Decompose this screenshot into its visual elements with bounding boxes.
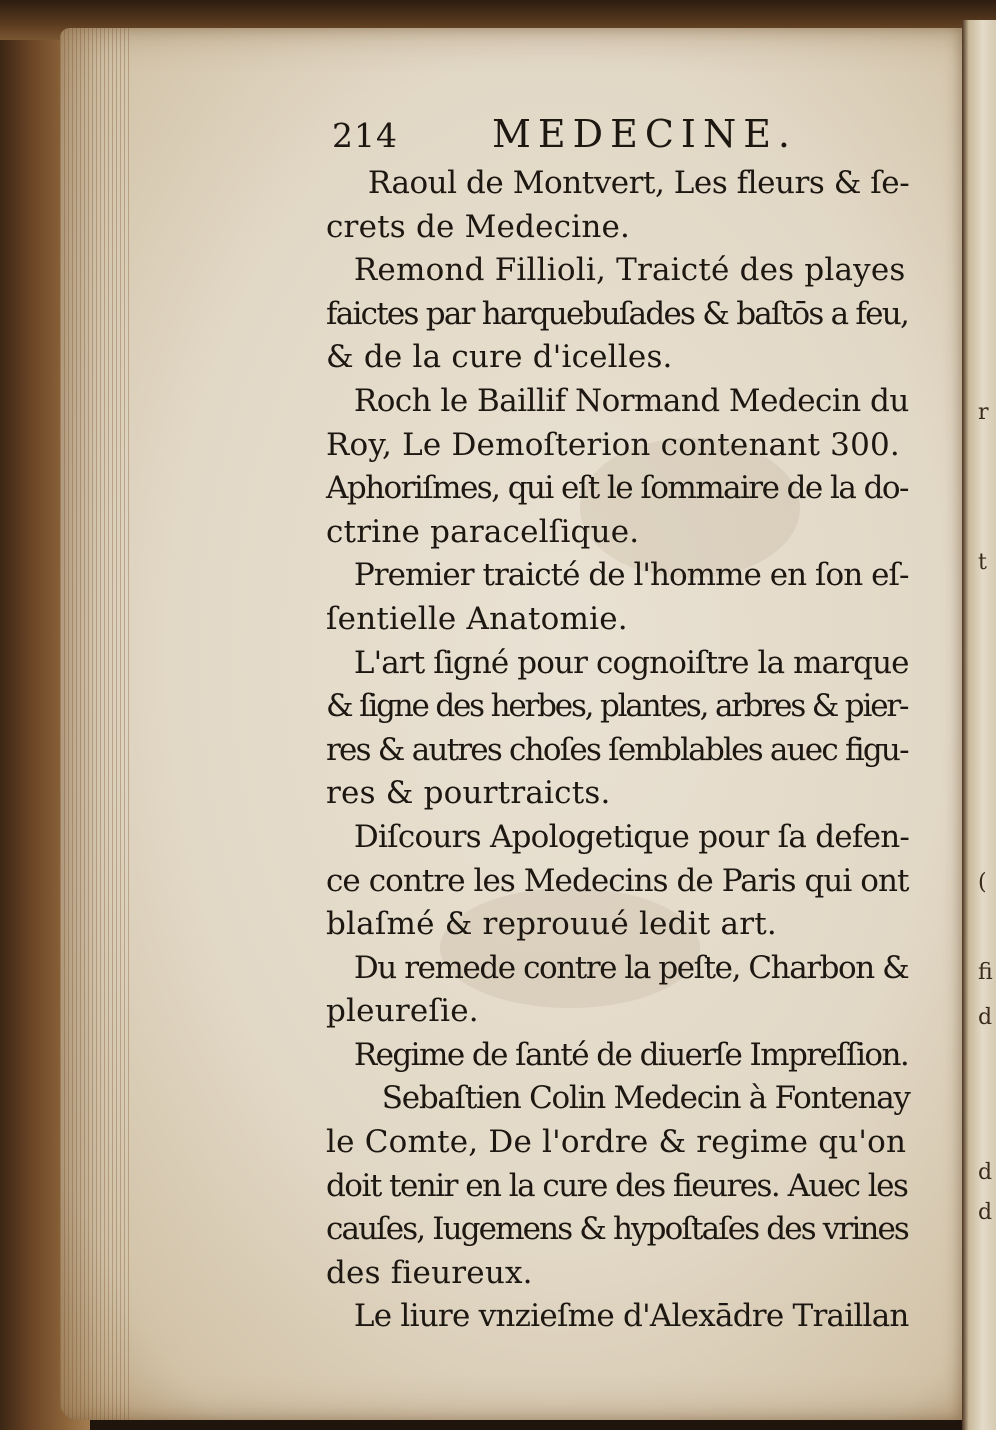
text-line: ſentielle Anatomie. (326, 600, 628, 637)
text-line: ce contre les Medecins de Paris qui ont (326, 862, 909, 899)
facing-page-fragment: d (978, 1005, 993, 1030)
text-line: crets de Medecine. (326, 208, 631, 245)
text-line: Regime de ſanté de diuerſe Impreſſion. (353, 1036, 909, 1073)
text-line: Aphoriſmes, qui eſt le ſommaire de la do- (326, 470, 908, 507)
text-line: Raoul de Montvert, Les fleurs & ſe- (367, 165, 910, 201)
text-line: & ſigne des herbes, plantes, arbres & pier- (326, 688, 908, 725)
page-stack-edges (60, 28, 130, 1420)
page-text-block (326, 108, 916, 1339)
facing-page-fragment: ( (978, 870, 987, 895)
text-line: doit tenir en la cure des fieures. Auec les (326, 1167, 908, 1204)
text-line: cauſes, Iugemens & hypoſtaſes des vrines (326, 1211, 908, 1248)
page-number: 214 (332, 116, 398, 155)
text-line: L'art ſigné pour cognoiſtre la marque (353, 644, 909, 681)
text-line: Le liure vnzieſme d'Alexādre Traillan (353, 1298, 909, 1335)
running-title: MEDECINE. (492, 112, 798, 156)
text-line: Remond Fillioli, Traicté des playes (353, 252, 906, 289)
facing-page-fragment: r (978, 400, 989, 425)
text-line: res & autres choſes ſemblables auec figu- (326, 731, 908, 768)
text-line: Sebaſtien Colin Medecin à Fontenay (381, 1080, 910, 1117)
facing-page-fragment: d (978, 1200, 993, 1225)
text-line: ctrine paracelſique. (326, 513, 640, 550)
text-line: Roch le Baillif Normand Medecin du (353, 382, 909, 419)
text-line: Premier traicté de l'homme en ſon eſ- (353, 557, 909, 594)
text-line: res & pourtraicts. (326, 775, 611, 812)
page-header (326, 108, 916, 156)
text-line: Du remede contre la peſte, Charbon & (353, 949, 909, 986)
facing-page-edge (962, 20, 996, 1430)
text-line: faictes par harquebuſades & baſtōs a feu, (326, 295, 909, 332)
text-line: blaſmé & reprouué ledit art. (326, 906, 777, 943)
text-line: pleureſie. (326, 993, 479, 1030)
text-lines (326, 162, 916, 1339)
text-line: & de la cure d'icelles. (326, 339, 673, 376)
facing-page-fragment: fi (978, 960, 993, 985)
text-line: Diſcours Apologetique pour ſa defen- (353, 818, 910, 855)
facing-page-fragment: d (978, 1160, 993, 1185)
text-line: Roy, Le Demoſterion contenant 300. (326, 426, 900, 463)
facing-page-fragment: t (978, 550, 987, 575)
text-line: le Comte, De l'ordre & regime qu'on (326, 1124, 907, 1161)
text-line: des fieureux. (326, 1254, 533, 1291)
